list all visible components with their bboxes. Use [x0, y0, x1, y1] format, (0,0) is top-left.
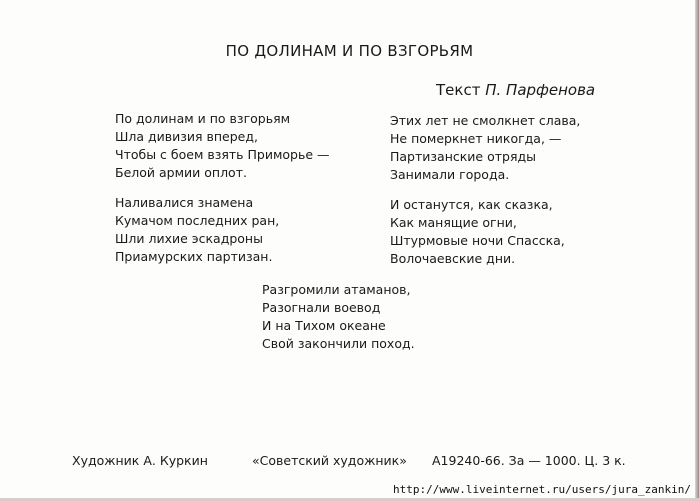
- author-label: Текст: [436, 81, 481, 99]
- verse-line: Шли лихие эскадроны: [115, 231, 263, 246]
- artist-credit: Художник А. Куркин: [72, 453, 208, 468]
- stanza-1: [115, 110, 330, 182]
- stanza-5: [262, 281, 415, 353]
- verse-line: И останутся, как сказка,: [390, 197, 553, 212]
- verse-line: Белой армии оплот.: [115, 165, 247, 180]
- verse-line: Наливалися знамена: [115, 195, 254, 210]
- stanza-3: [390, 112, 580, 184]
- verse-line: По долинам и по взгорьям: [115, 111, 291, 126]
- source-watermark: http://www.liveinternet.ru/users/jura_zankin/: [392, 483, 691, 496]
- verse-line: Партизанские отряды: [390, 149, 536, 164]
- verse-line: Свой закончили поход.: [262, 336, 415, 351]
- stanza-4: [390, 196, 565, 268]
- publisher-credit: «Советский художник»: [252, 453, 407, 468]
- lyrics-author: [436, 81, 595, 99]
- verse-line: И на Тихом океане: [262, 318, 386, 333]
- verse-line: Чтобы с боем взять Приморье —: [115, 147, 330, 162]
- verse-line: Не померкнет никогда, —: [390, 131, 562, 146]
- page-edge-shadow: [695, 0, 699, 501]
- verse-line: Кумачом последних ран,: [115, 213, 280, 228]
- verse-line: Разогнали воевод: [262, 300, 381, 315]
- verse-line: Разгромили атаманов,: [262, 282, 411, 297]
- author-name: П. Парфенова: [485, 81, 596, 99]
- verse-line: Штурмовые ночи Спасска,: [390, 233, 565, 248]
- print-info: А19240-66. За — 1000. Ц. 3 к.: [432, 453, 626, 468]
- verse-line: Шла дивизия вперед,: [115, 129, 258, 144]
- stanza-2: [115, 194, 279, 266]
- verse-line: Занимали города.: [390, 167, 510, 182]
- song-title: ПО ДОЛИНАМ И ПО ВЗГОРЬЯМ: [225, 42, 474, 60]
- verse-line: Как манящие огни,: [390, 215, 517, 230]
- verse-line: Волочаевские дни.: [390, 251, 516, 266]
- verse-line: Этих лет не смолкнет слава,: [390, 113, 581, 128]
- verse-line: Приамурских партизан.: [115, 249, 273, 264]
